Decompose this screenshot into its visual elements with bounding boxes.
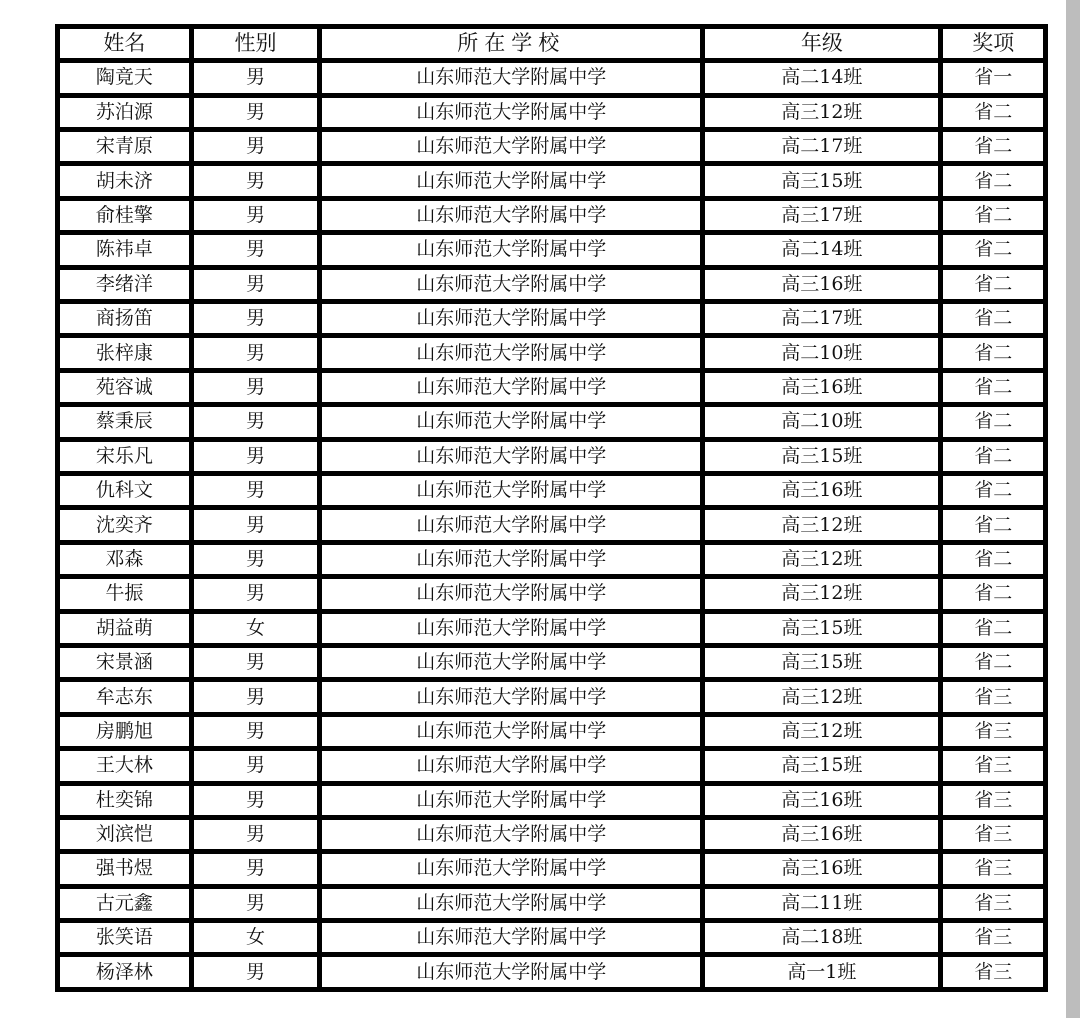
cell-name: 仇科文	[60, 476, 189, 505]
cell-school: 山东师范大学附属中学	[322, 270, 700, 299]
table-row	[60, 132, 1043, 161]
table-row	[60, 786, 1043, 815]
cell-award: 省三	[943, 751, 1043, 780]
cell-gender: 男	[194, 889, 318, 918]
table-row	[60, 510, 1043, 539]
cell-award: 省二	[943, 442, 1043, 471]
table-row	[60, 63, 1043, 92]
table-row	[60, 957, 1043, 987]
cell-award: 省三	[943, 923, 1043, 952]
cell-gender: 男	[194, 304, 318, 333]
cell-award: 省二	[943, 373, 1043, 402]
cell-award: 省三	[943, 820, 1043, 849]
cell-gender: 男	[194, 373, 318, 402]
cell-grade: 高三15班	[705, 442, 938, 471]
cell-grade: 高二10班	[705, 407, 938, 436]
cell-award: 省二	[943, 270, 1043, 299]
table-row	[60, 889, 1043, 918]
cell-gender: 男	[194, 579, 318, 608]
table-row	[60, 338, 1043, 367]
cell-gender: 男	[194, 407, 318, 436]
table-row	[60, 682, 1043, 711]
table-row	[60, 98, 1043, 127]
cell-award: 省二	[943, 304, 1043, 333]
table-body	[60, 63, 1043, 987]
header-school: 所在学校	[322, 29, 700, 58]
table-row	[60, 201, 1043, 230]
cell-gender: 男	[194, 132, 318, 161]
cell-grade: 高三12班	[705, 510, 938, 539]
cell-award: 省二	[943, 98, 1043, 127]
header-grade: 年级	[705, 29, 938, 58]
cell-grade: 高二10班	[705, 338, 938, 367]
cell-school: 山东师范大学附属中学	[322, 579, 700, 608]
cell-gender: 男	[194, 442, 318, 471]
cell-award: 省二	[943, 201, 1043, 230]
cell-school: 山东师范大学附属中学	[322, 235, 700, 264]
cell-gender: 男	[194, 545, 318, 574]
table-row	[60, 476, 1043, 505]
cell-name: 张梓康	[60, 338, 189, 367]
header-award: 奖项	[943, 29, 1043, 58]
cell-grade: 高三16班	[705, 476, 938, 505]
cell-gender: 男	[194, 682, 318, 711]
cell-grade: 高二18班	[705, 923, 938, 952]
cell-name: 房鹏旭	[60, 717, 189, 746]
cell-gender: 男	[194, 338, 318, 367]
cell-name: 刘滨恺	[60, 820, 189, 849]
table-row	[60, 373, 1043, 402]
table-header-row	[60, 29, 1043, 58]
cell-name: 苑容诚	[60, 373, 189, 402]
cell-gender: 男	[194, 63, 318, 92]
cell-gender: 男	[194, 476, 318, 505]
cell-gender: 男	[194, 648, 318, 677]
awards-table-frame	[55, 24, 1048, 992]
cell-name: 苏泊源	[60, 98, 189, 127]
cell-award: 省二	[943, 166, 1043, 195]
cell-grade: 高三15班	[705, 648, 938, 677]
cell-award: 省二	[943, 648, 1043, 677]
awards-table	[55, 24, 1048, 992]
cell-school: 山东师范大学附属中学	[322, 132, 700, 161]
cell-school: 山东师范大学附属中学	[322, 648, 700, 677]
cell-school: 山东师范大学附属中学	[322, 717, 700, 746]
cell-award: 省一	[943, 63, 1043, 92]
cell-name: 古元鑫	[60, 889, 189, 918]
cell-name: 强书煜	[60, 854, 189, 883]
cell-school: 山东师范大学附属中学	[322, 614, 700, 643]
cell-award: 省三	[943, 682, 1043, 711]
cell-gender: 男	[194, 854, 318, 883]
cell-award: 省三	[943, 717, 1043, 746]
cell-award: 省二	[943, 545, 1043, 574]
cell-school: 山东师范大学附属中学	[322, 510, 700, 539]
cell-grade: 高三15班	[705, 166, 938, 195]
cell-grade: 高二17班	[705, 132, 938, 161]
page-edge-shadow	[1066, 0, 1080, 1018]
cell-award: 省二	[943, 579, 1043, 608]
cell-grade: 高三12班	[705, 717, 938, 746]
cell-school: 山东师范大学附属中学	[322, 786, 700, 815]
cell-grade: 高三12班	[705, 579, 938, 608]
cell-school: 山东师范大学附属中学	[322, 889, 700, 918]
cell-award: 省二	[943, 235, 1043, 264]
cell-school: 山东师范大学附属中学	[322, 442, 700, 471]
cell-school: 山东师范大学附属中学	[322, 820, 700, 849]
cell-school: 山东师范大学附属中学	[322, 923, 700, 952]
cell-name: 宋青原	[60, 132, 189, 161]
table-row	[60, 923, 1043, 952]
cell-school: 山东师范大学附属中学	[322, 304, 700, 333]
cell-grade: 高一1班	[705, 957, 938, 987]
cell-grade: 高三15班	[705, 751, 938, 780]
cell-school: 山东师范大学附属中学	[322, 682, 700, 711]
cell-gender: 男	[194, 270, 318, 299]
cell-award: 省二	[943, 407, 1043, 436]
cell-school: 山东师范大学附属中学	[322, 338, 700, 367]
cell-name: 张笑语	[60, 923, 189, 952]
cell-gender: 女	[194, 614, 318, 643]
cell-grade: 高三16班	[705, 373, 938, 402]
cell-grade: 高三17班	[705, 201, 938, 230]
table-row	[60, 442, 1043, 471]
cell-award: 省二	[943, 510, 1043, 539]
cell-name: 杜奕锦	[60, 786, 189, 815]
cell-school: 山东师范大学附属中学	[322, 63, 700, 92]
header-name: 姓名	[60, 29, 189, 58]
table-row	[60, 235, 1043, 264]
cell-name: 宋乐凡	[60, 442, 189, 471]
cell-grade: 高三16班	[705, 270, 938, 299]
cell-gender: 男	[194, 820, 318, 849]
cell-gender: 男	[194, 98, 318, 127]
table-row	[60, 820, 1043, 849]
cell-name: 王大林	[60, 751, 189, 780]
cell-school: 山东师范大学附属中学	[322, 545, 700, 574]
cell-award: 省三	[943, 854, 1043, 883]
cell-gender: 男	[194, 751, 318, 780]
cell-school: 山东师范大学附属中学	[322, 407, 700, 436]
cell-gender: 男	[194, 786, 318, 815]
cell-school: 山东师范大学附属中学	[322, 751, 700, 780]
header-gender: 性别	[194, 29, 318, 58]
cell-school: 山东师范大学附属中学	[322, 476, 700, 505]
cell-name: 俞桂擎	[60, 201, 189, 230]
cell-grade: 高三16班	[705, 820, 938, 849]
cell-award: 省三	[943, 957, 1043, 987]
table-row	[60, 579, 1043, 608]
cell-name: 邓森	[60, 545, 189, 574]
table-row	[60, 717, 1043, 746]
cell-grade: 高三12班	[705, 545, 938, 574]
table-row	[60, 614, 1043, 643]
table-row	[60, 407, 1043, 436]
cell-name: 陈祎卓	[60, 235, 189, 264]
cell-school: 山东师范大学附属中学	[322, 957, 700, 987]
cell-school: 山东师范大学附属中学	[322, 201, 700, 230]
cell-award: 省二	[943, 614, 1043, 643]
cell-gender: 男	[194, 510, 318, 539]
cell-name: 牟志东	[60, 682, 189, 711]
cell-school: 山东师范大学附属中学	[322, 166, 700, 195]
cell-name: 李绪洋	[60, 270, 189, 299]
cell-grade: 高三15班	[705, 614, 938, 643]
cell-grade: 高三12班	[705, 98, 938, 127]
cell-name: 杨泽林	[60, 957, 189, 987]
table-row	[60, 648, 1043, 677]
cell-award: 省二	[943, 476, 1043, 505]
table-row	[60, 751, 1043, 780]
table-row	[60, 545, 1043, 574]
cell-grade: 高三16班	[705, 854, 938, 883]
table-row	[60, 270, 1043, 299]
cell-school: 山东师范大学附属中学	[322, 854, 700, 883]
cell-grade: 高二11班	[705, 889, 938, 918]
cell-name: 商扬笛	[60, 304, 189, 333]
cell-name: 牛振	[60, 579, 189, 608]
cell-gender: 男	[194, 201, 318, 230]
cell-name: 沈奕齐	[60, 510, 189, 539]
cell-award: 省二	[943, 338, 1043, 367]
cell-school: 山东师范大学附属中学	[322, 98, 700, 127]
cell-award: 省二	[943, 132, 1043, 161]
cell-award: 省三	[943, 786, 1043, 815]
cell-grade: 高三12班	[705, 682, 938, 711]
cell-award: 省三	[943, 889, 1043, 918]
cell-gender: 男	[194, 957, 318, 987]
cell-gender: 女	[194, 923, 318, 952]
cell-name: 陶竟天	[60, 63, 189, 92]
cell-gender: 男	[194, 235, 318, 264]
cell-name: 蔡秉辰	[60, 407, 189, 436]
table-row	[60, 166, 1043, 195]
cell-name: 宋景涵	[60, 648, 189, 677]
cell-gender: 男	[194, 717, 318, 746]
cell-school: 山东师范大学附属中学	[322, 373, 700, 402]
cell-grade: 高三16班	[705, 786, 938, 815]
cell-name: 胡未济	[60, 166, 189, 195]
cell-name: 胡益萌	[60, 614, 189, 643]
cell-gender: 男	[194, 166, 318, 195]
cell-grade: 高二14班	[705, 235, 938, 264]
table-row	[60, 304, 1043, 333]
cell-grade: 高二17班	[705, 304, 938, 333]
cell-grade: 高二14班	[705, 63, 938, 92]
table-row	[60, 854, 1043, 883]
